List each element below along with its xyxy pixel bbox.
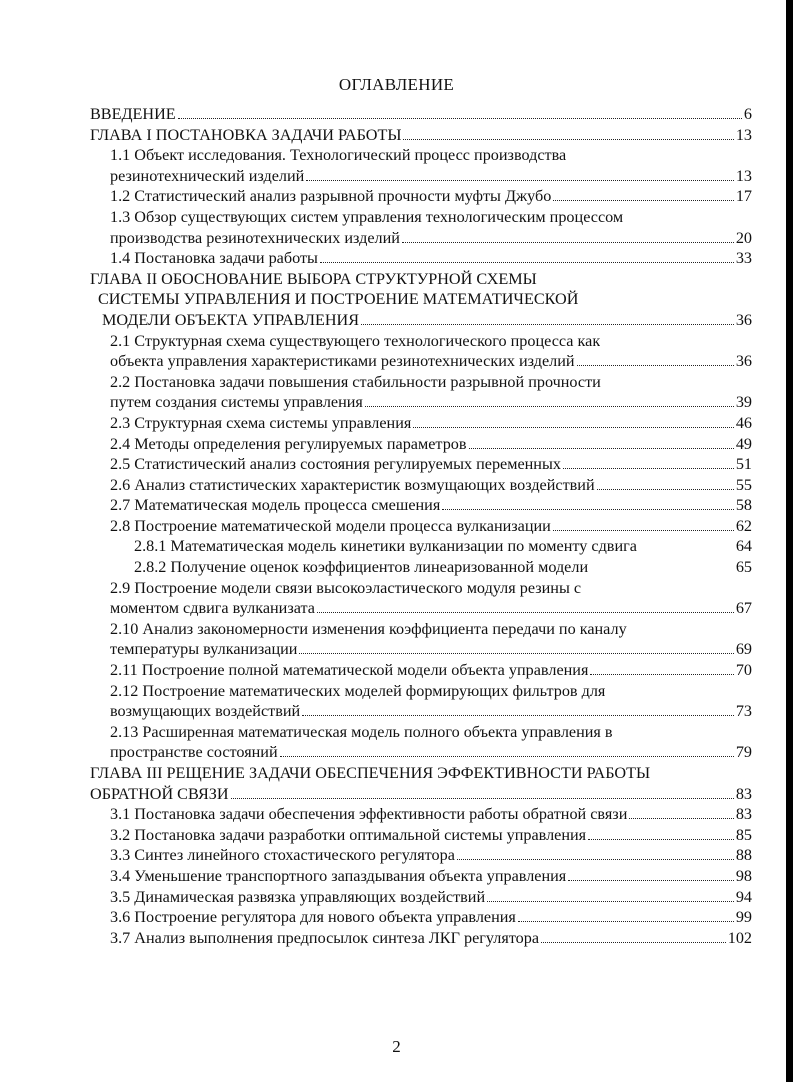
toc-entry-title: моментом сдвига вулканизата (110, 599, 315, 618)
toc-leader (320, 262, 734, 263)
toc-entry[interactable] (90, 536, 752, 557)
toc-entry[interactable] (90, 454, 752, 475)
toc-entry-title: 2.8.2 Получение оценок коэффициентов линеаризованной модели (134, 558, 589, 577)
toc-entry-title: 2.7 Математическая модель процесса смешения (110, 496, 441, 515)
toc-entry-title: 2.5 Статистический анализ состояния регулируемых переменных (110, 455, 561, 474)
toc-page-number: 99 (735, 908, 752, 927)
toc-leader (365, 406, 734, 407)
toc-page-number: 73 (735, 702, 752, 721)
toc-entry-title: 3.2 Постановка задачи разработки оптимальной системы управления (110, 825, 587, 844)
toc-entry-title: резинотехнический изделий (110, 166, 305, 185)
toc-entry[interactable] (90, 331, 752, 352)
toc-entry-title: пространстве состояний (110, 743, 278, 762)
toc-entry-title: 3.1 Постановка задачи обеспечения эффективности работы обратной связи (110, 805, 628, 824)
toc-entry[interactable] (90, 804, 752, 825)
toc-page-number: 51 (735, 455, 752, 474)
toc-page-number: 98 (735, 866, 752, 885)
toc-leader (541, 942, 726, 943)
toc-entry[interactable] (90, 145, 752, 166)
toc-entry-title: СИСТЕМЫ УПРАВЛЕНИЯ И ПОСТРОЕНИЕ МАТЕМАТИЧЕСКОЙ (98, 290, 579, 309)
toc-page-number: 83 (735, 805, 752, 824)
toc-entry[interactable] (90, 619, 752, 640)
toc-entry-title: 1.4 Постановка задачи работы (110, 249, 318, 268)
toc-entry-title: 2.1 Структурная схема существующего технологического процесса как (110, 331, 601, 350)
toc-entry[interactable] (90, 248, 752, 269)
toc-entry-title: температуры вулканизации (110, 640, 298, 659)
toc-entry[interactable] (90, 104, 752, 125)
toc-entry[interactable] (90, 784, 752, 805)
toc-entry[interactable] (90, 639, 752, 660)
toc-entry[interactable] (90, 372, 752, 393)
toc-entry-title: МОДЕЛИ ОБЪЕКТА УПРАВЛЕНИЯ (102, 310, 360, 329)
toc-page-number: 39 (735, 393, 752, 412)
toc-entry-title: 2.3 Структурная схема системы управления (110, 413, 412, 432)
toc-entry[interactable] (90, 825, 752, 846)
toc-entry-title: 3.5 Динамическая развязка управляющих воздействий (110, 887, 486, 906)
toc-page-number: 67 (735, 599, 752, 618)
toc-page-number: 46 (735, 413, 752, 432)
toc-entry-title: ГЛАВА III РЕЩЕНИЕ ЗАДАЧИ ОБЕСПЕЧЕНИЯ ЭФФЕКТИВНОСТИ РАБОТЫ (90, 764, 651, 782)
toc-entry-title: объекта управления характеристиками резинотехнических изделий (110, 352, 575, 371)
toc-leader (563, 468, 734, 469)
toc-entry-title: 3.7 Анализ выполнения предпосылок синтеза ЛКГ регулятора (110, 928, 540, 947)
toc-entry-title: возмущающих воздействий (110, 702, 301, 721)
toc-leader (553, 200, 733, 201)
toc-entry-title: 3.4 Уменьшение транспортного запаздывания объекта управления (110, 866, 567, 885)
toc-entry[interactable] (90, 701, 752, 722)
toc-page-number: 13 (735, 166, 752, 185)
toc-leader (178, 118, 742, 119)
toc-entry[interactable] (90, 598, 752, 619)
toc-leader (317, 612, 734, 613)
toc-page-number: 58 (735, 496, 752, 515)
toc-page-number: 88 (735, 846, 752, 865)
toc-leader (403, 139, 733, 140)
toc-leader (402, 242, 734, 243)
toc-page-number: 36 (735, 352, 752, 371)
toc-entry[interactable] (90, 907, 752, 928)
toc-entry-title: 3.3 Синтез линейного стохастического регулятора (110, 846, 455, 865)
toc-entry[interactable] (90, 681, 752, 702)
toc-page-number: 33 (735, 249, 752, 268)
toc-entry[interactable] (90, 228, 752, 249)
toc-page-number: 85 (735, 825, 752, 844)
toc-entry-title: производства резинотехнических изделий (110, 228, 400, 247)
toc-leader (518, 921, 734, 922)
toc-entry[interactable] (90, 557, 752, 578)
toc-entry-title: ВВЕДЕНИЕ (90, 105, 176, 123)
toc-entry-title: 2.12 Построение математических моделей формирующих фильтров для (110, 681, 606, 700)
toc-entry[interactable] (90, 660, 752, 681)
toc-page-number: 65 (735, 558, 752, 577)
toc-page-number: 94 (735, 887, 752, 906)
scan-edge (786, 0, 793, 1082)
toc-leader (568, 880, 734, 881)
toc-entry-title: 2.9 Построение модели связи высокоэластического модуля резины с (110, 578, 582, 597)
toc-entry[interactable] (90, 763, 752, 784)
toc-leader (469, 448, 734, 449)
page-title: ОГЛАВЛЕНИЕ (338, 75, 455, 94)
toc-entry[interactable] (90, 351, 752, 372)
toc-leader (299, 653, 733, 654)
toc-page-number: 13 (735, 125, 752, 144)
toc-leader (280, 756, 734, 757)
toc-leader (231, 798, 734, 799)
toc-entry[interactable] (90, 928, 752, 949)
toc-entry[interactable] (90, 207, 752, 228)
toc-leader (361, 324, 734, 325)
toc-page-number: 102 (727, 928, 752, 947)
table-of-contents (90, 104, 752, 948)
toc-entry[interactable] (90, 166, 752, 187)
toc-entry-title: 2.6 Анализ статистических характеристик возмущающих воздействий (110, 475, 595, 494)
toc-page-number: 69 (735, 640, 752, 659)
toc-entry-title: 1.2 Статистический анализ разрывной прочности муфты Джубо (110, 187, 552, 206)
toc-entry-title: 3.6 Построение регулятора для нового объекта управления (110, 908, 516, 927)
toc-leader (588, 839, 734, 840)
toc-entry-title: 2.8.1 Математическая модель кинетики вулканизации по моменту сдвига (134, 537, 637, 556)
toc-leader (442, 509, 734, 510)
toc-page-number: 36 (735, 310, 752, 329)
toc-entry-title: 2.11 Построение полной математической модели объекта управления (110, 661, 589, 680)
toc-entry[interactable] (90, 125, 752, 146)
toc-page-number: 83 (735, 784, 752, 803)
toc-entry[interactable] (90, 845, 752, 866)
toc-entry[interactable] (90, 413, 752, 434)
toc-entry-title: ГЛАВА II ОБОСНОВАНИЕ ВЫБОРА СТРУКТУРНОЙ СХЕМЫ (90, 269, 537, 288)
toc-entry-title: ОБРАТНОЙ СВЯЗИ (90, 784, 229, 803)
toc-entry-title: 2.10 Анализ закономерности изменения коэффициента передачи по каналу (110, 619, 627, 638)
toc-page-number: 49 (735, 434, 752, 453)
toc-entry[interactable] (90, 887, 752, 908)
toc-entry[interactable] (90, 722, 752, 743)
toc-leader (306, 180, 734, 181)
toc-entry-title: 2.13 Расширенная математическая модель полного объекта управления в (110, 722, 613, 741)
toc-entry[interactable] (90, 475, 752, 496)
toc-leader (457, 859, 734, 860)
toc-page-number: 79 (735, 743, 752, 762)
toc-leader (413, 427, 733, 428)
toc-entry-title: 2.2 Постановка задачи повышения стабильности разрывной прочности (110, 372, 601, 391)
toc-entry[interactable] (90, 516, 752, 537)
toc-entry-title: ГЛАВА I ПОСТАНОВКА ЗАДАЧИ РАБОТЫ (90, 125, 402, 144)
toc-leader (590, 674, 733, 675)
toc-page-number: 70 (735, 661, 752, 680)
toc-entry[interactable] (90, 186, 752, 207)
toc-page-number: 17 (735, 187, 752, 206)
toc-leader (597, 489, 734, 490)
toc-page-number: 62 (735, 516, 752, 535)
toc-entry-title: 1.3 Обзор существующих систем управления технологическим процессом (110, 207, 624, 226)
toc-page-number: 64 (735, 537, 752, 556)
toc-entry[interactable] (90, 578, 752, 599)
toc-entry-title: 1.1 Объект исследования. Технологический процесс производства (110, 146, 567, 165)
toc-entry-title: путем создания системы управления (110, 393, 363, 412)
toc-entry-title: 2.4 Методы определения регулируемых параметров (110, 434, 467, 453)
toc-entry[interactable] (90, 392, 752, 413)
toc-page-number: 6 (743, 105, 752, 123)
toc-leader (553, 530, 734, 531)
page-number: 2 (392, 1037, 401, 1056)
toc-leader (487, 901, 734, 902)
toc-entry[interactable] (90, 289, 752, 310)
toc-entry[interactable] (90, 310, 752, 331)
toc-entry[interactable] (90, 866, 752, 887)
toc-leader (577, 365, 734, 366)
toc-leader (302, 715, 734, 716)
toc-page-number: 20 (735, 228, 752, 247)
toc-entry[interactable] (90, 434, 752, 455)
toc-leader (629, 818, 733, 819)
toc-entry-title: 2.8 Построение математической модели процесса вулканизации (110, 516, 551, 535)
toc-entry[interactable] (90, 495, 752, 516)
toc-entry[interactable] (90, 269, 752, 290)
toc-page-number: 55 (735, 475, 752, 494)
toc-entry[interactable] (90, 742, 752, 763)
